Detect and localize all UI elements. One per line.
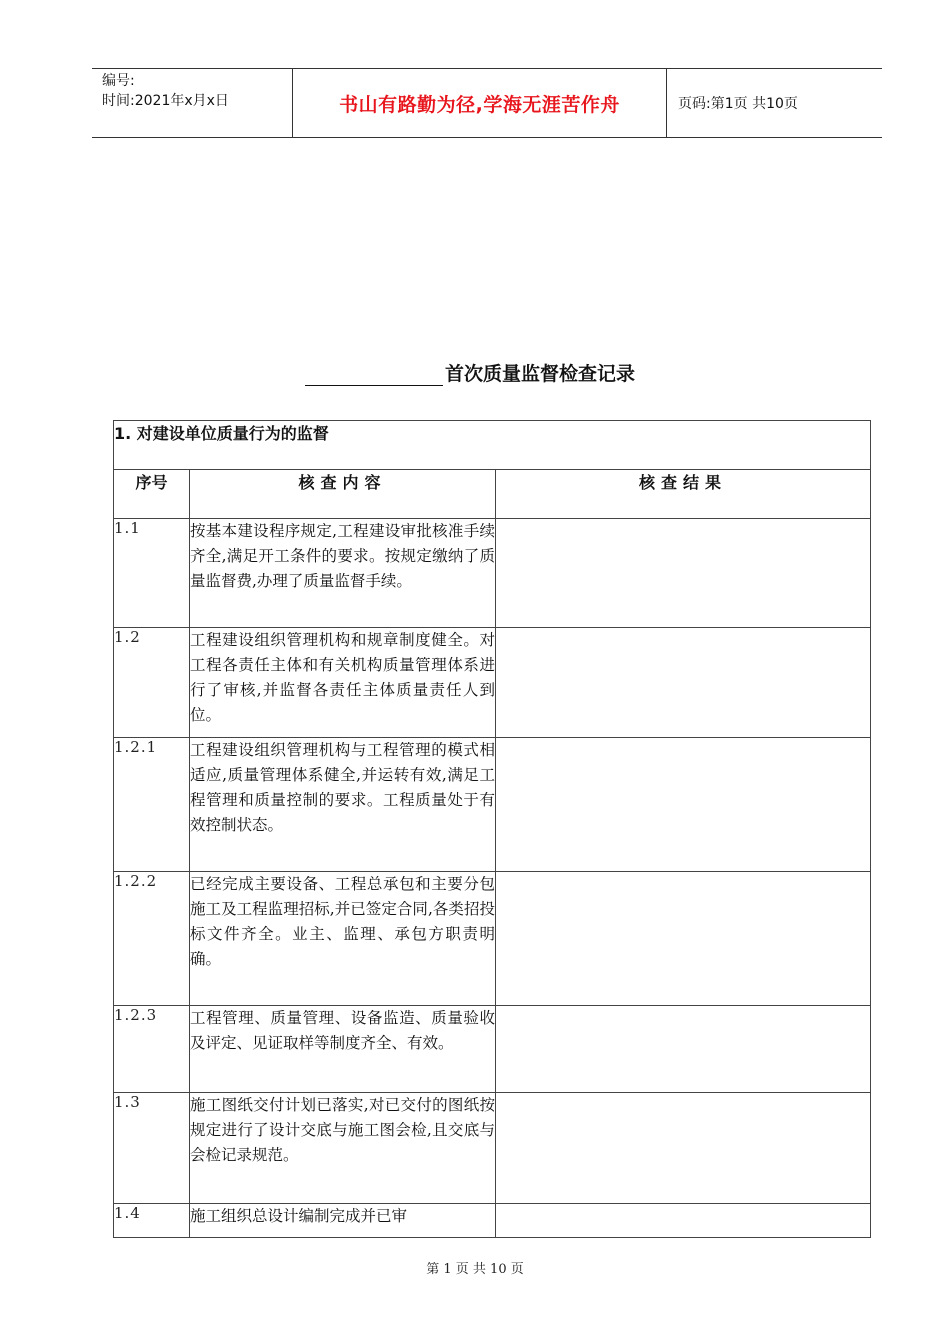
time-label: 时间:2021年x月x日 xyxy=(102,93,229,109)
row-content: 工程管理、质量管理、设备监造、质量验收及评定、见证取样等制度齐全、有效。 xyxy=(190,1006,496,1093)
table-row xyxy=(114,1204,871,1238)
page-header xyxy=(92,68,882,138)
header-meta xyxy=(92,69,292,137)
row-number: 1.2.1 xyxy=(114,738,190,872)
row-content: 施工组织总设计编制完成并已审 xyxy=(190,1204,496,1238)
column-header-row xyxy=(114,470,871,519)
col-header-result: 核查结果 xyxy=(496,470,871,519)
row-result-cell[interactable] xyxy=(496,738,871,872)
title-text: 首次质量监督检查记录 xyxy=(445,363,636,385)
header-motto: 书山有路勤为径,学海无涯苦作舟 xyxy=(292,69,667,137)
row-result-cell[interactable] xyxy=(496,872,871,1006)
row-number: 1.3 xyxy=(114,1093,190,1204)
page-footer: 第 1 页 共 10 页 xyxy=(426,1262,524,1277)
section-title: 1. 对建设单位质量行为的监督 xyxy=(114,421,871,470)
table-row xyxy=(114,628,871,738)
title-blank-line xyxy=(305,363,443,386)
row-result-cell[interactable] xyxy=(496,1093,871,1204)
header-page-info xyxy=(666,69,882,137)
row-content: 施工图纸交付计划已落实,对已交付的图纸按规定进行了设计交底与施工图会检,且交底与会检记录规范。 xyxy=(190,1093,496,1204)
row-content: 工程建设组织管理机构和规章制度健全。对工程各责任主体和有关机构质量管理体系进行了审核,并监督各责任主体质量责任人到位。 xyxy=(190,628,496,738)
row-result-cell[interactable] xyxy=(496,628,871,738)
row-content: 工程建设组织管理机构与工程管理的模式相适应,质量管理体系健全,并运转有效,满足工程管理和质量控制的要求。工程质量处于有效控制状态。 xyxy=(190,738,496,872)
row-number: 1.4 xyxy=(114,1204,190,1238)
row-result-cell[interactable] xyxy=(496,1204,871,1238)
col-header-seq: 序号 xyxy=(114,470,190,519)
document-title xyxy=(305,358,635,386)
row-number: 1.2.2 xyxy=(114,872,190,1006)
table-row xyxy=(114,1006,871,1093)
col-header-content: 核查内容 xyxy=(190,470,496,519)
row-number: 1.2.3 xyxy=(114,1006,190,1093)
row-content: 已经完成主要设备、工程总承包和主要分包施工及工程监理招标,并已签定合同,各类招投标文件齐全。业主、监理、承包方职责明确。 xyxy=(190,872,496,1006)
row-number: 1.2 xyxy=(114,628,190,738)
section-header-row xyxy=(114,421,871,470)
table-row xyxy=(114,1093,871,1204)
row-content: 按基本建设程序规定,工程建设审批核准手续齐全,满足开工条件的要求。按规定缴纳了质量监督费,办理了质量监督手续。 xyxy=(190,519,496,628)
table-row xyxy=(114,519,871,628)
table-row xyxy=(114,738,871,872)
page-info-text: 页码:第1页 共10页 xyxy=(678,96,798,112)
table-row xyxy=(114,872,871,1006)
inspection-table xyxy=(113,420,871,1238)
row-result-cell[interactable] xyxy=(496,1006,871,1093)
number-label: 编号: xyxy=(102,73,135,89)
row-number: 1.1 xyxy=(114,519,190,628)
row-result-cell[interactable] xyxy=(496,519,871,628)
